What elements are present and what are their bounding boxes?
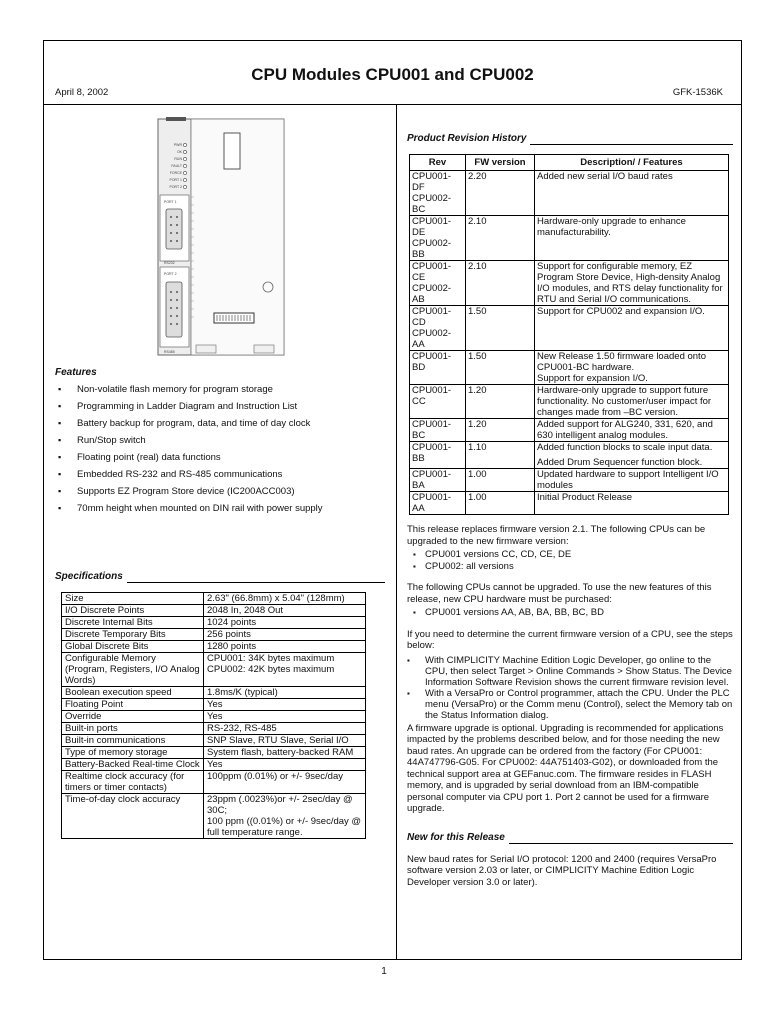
- spec-row: [62, 771, 366, 794]
- led-indicator: [183, 178, 186, 181]
- features-list: [55, 384, 385, 520]
- led-label: FORCE: [169, 171, 182, 176]
- spec-row: [62, 711, 366, 723]
- spec-label: Global Discrete Bits: [62, 641, 204, 653]
- led-indicator: [183, 171, 186, 174]
- upgradable-list: [407, 549, 733, 572]
- spec-label: Realtime clock accuracy (for timers or timer contacts): [62, 771, 204, 794]
- revision-row: [410, 261, 729, 306]
- port-label-2: PORT 2: [164, 272, 177, 276]
- led-label: FAULT: [171, 164, 182, 169]
- spec-row: [62, 593, 366, 605]
- spec-label: Discrete Temporary Bits: [62, 629, 204, 641]
- spec-value: RS-232, RS-485: [204, 723, 366, 735]
- upgradable-item: ▪ CPU001 versions CC, CD, CE, DE: [407, 549, 733, 561]
- spec-row: [62, 629, 366, 641]
- revision-fw-version: 2.10: [466, 216, 535, 261]
- revision-rev: CPU001-AA: [410, 492, 466, 515]
- feature-item: ▪ Run/Stop switch: [55, 435, 385, 452]
- specifications-heading: Specifications: [55, 571, 385, 583]
- spec-row: [62, 699, 366, 711]
- led-label: PWR: [173, 143, 182, 148]
- led-indicator: [183, 164, 186, 167]
- revision-rev: CPU001-BA: [410, 469, 466, 492]
- feature-item: ▪ Embedded RS-232 and RS-485 communications: [55, 469, 385, 486]
- revision-fw-version: 1.00: [466, 469, 535, 492]
- revision-fw-version: 2.10: [466, 261, 535, 306]
- spec-row: [62, 641, 366, 653]
- spec-row: [62, 723, 366, 735]
- spec-value: SNP Slave, RTU Slave, Serial I/O: [204, 735, 366, 747]
- upgrade-optional-text: A firmware upgrade is optional. Upgrading is recommended for applications impacted by the problems described below, and for those needing the new baud rates. An upgrade can be ordered from the factory (For CPU001: 44A747796-G05. For CPU002: 44A751403-G02), or downloaded from the technical support area at GEFanuc.com. The firmware resides in FLASH memory, and is upgraded by serial download from an IBM-compatible personal computer via CPU port 1. Port 2 cannot be used for a firmware upgrade.: [407, 722, 724, 815]
- spec-label: Time-of-day clock accuracy: [62, 794, 204, 839]
- led-label: OK: [176, 150, 182, 155]
- spec-row: [62, 747, 366, 759]
- revision-description: New Release 1.50 firmware loaded onto CPU001-BC hardware. Support for expansion I/O.: [535, 351, 729, 385]
- feature-item: ▪ 70mm height when mounted on DIN rail with power supply: [55, 503, 385, 520]
- spec-label: Built-in communications: [62, 735, 204, 747]
- revision-description: Support for CPU002 and expansion I/O.: [535, 306, 729, 351]
- specifications-table: [61, 592, 366, 839]
- revision-row: [410, 419, 729, 442]
- spec-label: Battery-Backed Real-time Clock: [62, 759, 204, 771]
- spec-label: Type of memory storage: [62, 747, 204, 759]
- spec-value: 2048 In, 2048 Out: [204, 605, 366, 617]
- revision-fw-version: 1.20: [466, 419, 535, 442]
- not-upgradable-item: ▪ CPU001 versions AA, AB, BA, BB, BC, BD: [407, 607, 733, 619]
- revision-description: Added function blocks to scale input data. Added Drum Sequencer function block.: [535, 442, 729, 469]
- new-release-text: New baud rates for Serial I/O protocol: 1200 and 2400 (requires VersaPro software version 2.03 or later, or CIMPLICITY Machine Edition Logic Developer version 3.0 or later).: [407, 853, 717, 888]
- feature-item: ▪ Programming in Ladder Diagram and Instruction List: [55, 401, 385, 418]
- revision-description: Updated hardware to support Intelligent I/O modules: [535, 469, 729, 492]
- revision-row: [410, 492, 729, 515]
- revision-rev: CPU001-CE CPU002-AB: [410, 261, 466, 306]
- revision-description: Added support for ALG240, 331, 620, and 630 intelligent analog modules.: [535, 419, 729, 442]
- revision-fw-version: 1.50: [466, 351, 535, 385]
- revision-history-heading: Product Revision History: [407, 133, 733, 145]
- spec-label: Floating Point: [62, 699, 204, 711]
- led-indicator: [183, 150, 186, 153]
- revision-history-table: [409, 154, 729, 515]
- page-number: 1: [381, 966, 387, 977]
- document-date: April 8, 2002: [55, 87, 109, 98]
- not-upgradable-list: [407, 607, 733, 619]
- document-header: [44, 41, 741, 105]
- version-step: ▪ With CIMPLICITY Machine Edition Logic Developer, go online to the CPU, then select Target > Online Commands > Show Status. The Device Information Software Revision shows the current firmware revision level.: [407, 655, 733, 688]
- spec-row: [62, 687, 366, 699]
- revision-row: [410, 442, 729, 469]
- led-indicator: [183, 185, 186, 188]
- revision-row: [410, 171, 729, 216]
- revision-description: Hardware-only upgrade to enhance manufacturability.: [535, 216, 729, 261]
- column-header-fw: FW version: [466, 155, 535, 171]
- feature-item: ▪ Supports EZ Program Store device (IC200ACC003): [55, 486, 385, 503]
- led-indicator: [183, 143, 186, 146]
- spec-label: Boolean execution speed: [62, 687, 204, 699]
- port-label-3: RS485: [164, 350, 175, 354]
- feature-item: ▪ Non-volatile flash memory for program storage: [55, 384, 385, 401]
- revision-row: [410, 469, 729, 492]
- revision-fw-version: 1.20: [466, 385, 535, 419]
- document-number: GFK-1536K: [672, 87, 723, 98]
- spec-label: Size: [62, 593, 204, 605]
- spec-value: 1280 points: [204, 641, 366, 653]
- revision-rev: CPU001-DF CPU002-BC: [410, 171, 466, 216]
- column-header-rev: Rev: [410, 155, 466, 171]
- release-replaces-text: This release replaces firmware version 2.1. The following CPUs can be upgraded to the new firmware version:: [407, 524, 706, 547]
- led-label: PORT 2: [169, 185, 182, 190]
- spec-value: CPU001: 34K bytes maximum CPU002: 42K bytes maximum: [204, 653, 366, 687]
- revision-row: [410, 351, 729, 385]
- revision-fw-version: 1.10: [466, 442, 535, 469]
- revision-rev: CPU001-BD: [410, 351, 466, 385]
- right-column: [407, 111, 733, 888]
- revision-description: Hardware-only upgrade to support future functionality. No customer/user impact for changes made from –BC version.: [535, 385, 729, 419]
- cannot-upgrade-text: The following CPUs cannot be upgraded. To use the new features of this release, new CPU hardware must be purchased:: [407, 582, 712, 605]
- spec-label: I/O Discrete Points: [62, 605, 204, 617]
- spec-row: [62, 605, 366, 617]
- revision-rev: CPU001-CD CPU002-AA: [410, 306, 466, 351]
- revision-fw-version: 1.00: [466, 492, 535, 515]
- revision-rev: CPU001-BC: [410, 419, 466, 442]
- revision-rev: CPU001-CC: [410, 385, 466, 419]
- version-steps-list: [407, 655, 733, 721]
- features-section: [55, 367, 385, 520]
- spec-row: [62, 617, 366, 629]
- revision-description: Support for configurable memory, EZ Program Store Device, High-density Analog I/O modules, and RTS delay functionality for RTU and Serial I/O communications.: [535, 261, 729, 306]
- spec-row: [62, 735, 366, 747]
- revision-row: [410, 216, 729, 261]
- port-label-0: PORT 1: [164, 200, 177, 204]
- spec-label: Built-in ports: [62, 723, 204, 735]
- spec-value: 256 points: [204, 629, 366, 641]
- revision-fw-version: 1.50: [466, 306, 535, 351]
- spec-value: 23ppm (.0023%)or +/- 2sec/day @ 30C; 100 ppm ((0.01%) or +/- 9sec/day @ full temperature range.: [204, 794, 366, 839]
- column-divider: [396, 105, 397, 960]
- led-label: PORT 1: [169, 178, 182, 183]
- revision-fw-version: 2.20: [466, 171, 535, 216]
- revision-description: Initial Product Release: [535, 492, 729, 515]
- spec-label: Discrete Internal Bits: [62, 617, 204, 629]
- revision-rev: CPU001-DE CPU002-BB: [410, 216, 466, 261]
- upgradable-item: ▪ CPU002: all versions: [407, 561, 733, 573]
- spec-label: Override: [62, 711, 204, 723]
- spec-value: Yes: [204, 711, 366, 723]
- spec-value: 2.63" (66.8mm) x 5.04" (128mm): [204, 593, 366, 605]
- cpu-module-illustration: [156, 117, 286, 357]
- spec-row: [62, 794, 366, 839]
- feature-item: ▪ Floating point (real) data functions: [55, 452, 385, 469]
- version-step: ▪ With a VersaPro or Control programmer, attach the CPU. Under the PLC menu (VersaPro) or the Comm menu (Control), select the Memory tab on the Status Information dialog.: [407, 688, 733, 721]
- new-release-heading: New for this Release: [407, 832, 733, 844]
- spec-label: Configurable Memory (Program, Registers, I/O Analog Words): [62, 653, 204, 687]
- led-indicator: [183, 157, 186, 160]
- revision-row: [410, 306, 729, 351]
- led-label: RUN: [174, 157, 182, 162]
- determine-version-text: If you need to determine the current firmware version of a CPU, see the steps below:: [407, 628, 733, 652]
- spec-value: 1.8ms/K (typical): [204, 687, 366, 699]
- column-header-description: Description/ / Features: [535, 155, 729, 171]
- port-label-1: RS232: [164, 261, 175, 265]
- revision-rev: CPU001-BB: [410, 442, 466, 469]
- spec-value: 100ppm (0.01%) or +/- 9sec/day: [204, 771, 366, 794]
- specifications-section: [55, 571, 385, 839]
- document-title: CPU Modules CPU001 and CPU002: [251, 65, 534, 84]
- spec-value: Yes: [204, 759, 366, 771]
- features-heading: Features: [55, 367, 97, 378]
- document-page: [43, 40, 742, 960]
- spec-row: [62, 759, 366, 771]
- revision-description: Added new serial I/O baud rates: [535, 171, 729, 216]
- revision-table-header-row: [410, 155, 729, 171]
- spec-row: [62, 653, 366, 687]
- spec-value: System flash, battery-backed RAM: [204, 747, 366, 759]
- spec-value: 1024 points: [204, 617, 366, 629]
- revision-row: [410, 385, 729, 419]
- feature-item: ▪ Battery backup for program, data, and time of day clock: [55, 418, 385, 435]
- spec-value: Yes: [204, 699, 366, 711]
